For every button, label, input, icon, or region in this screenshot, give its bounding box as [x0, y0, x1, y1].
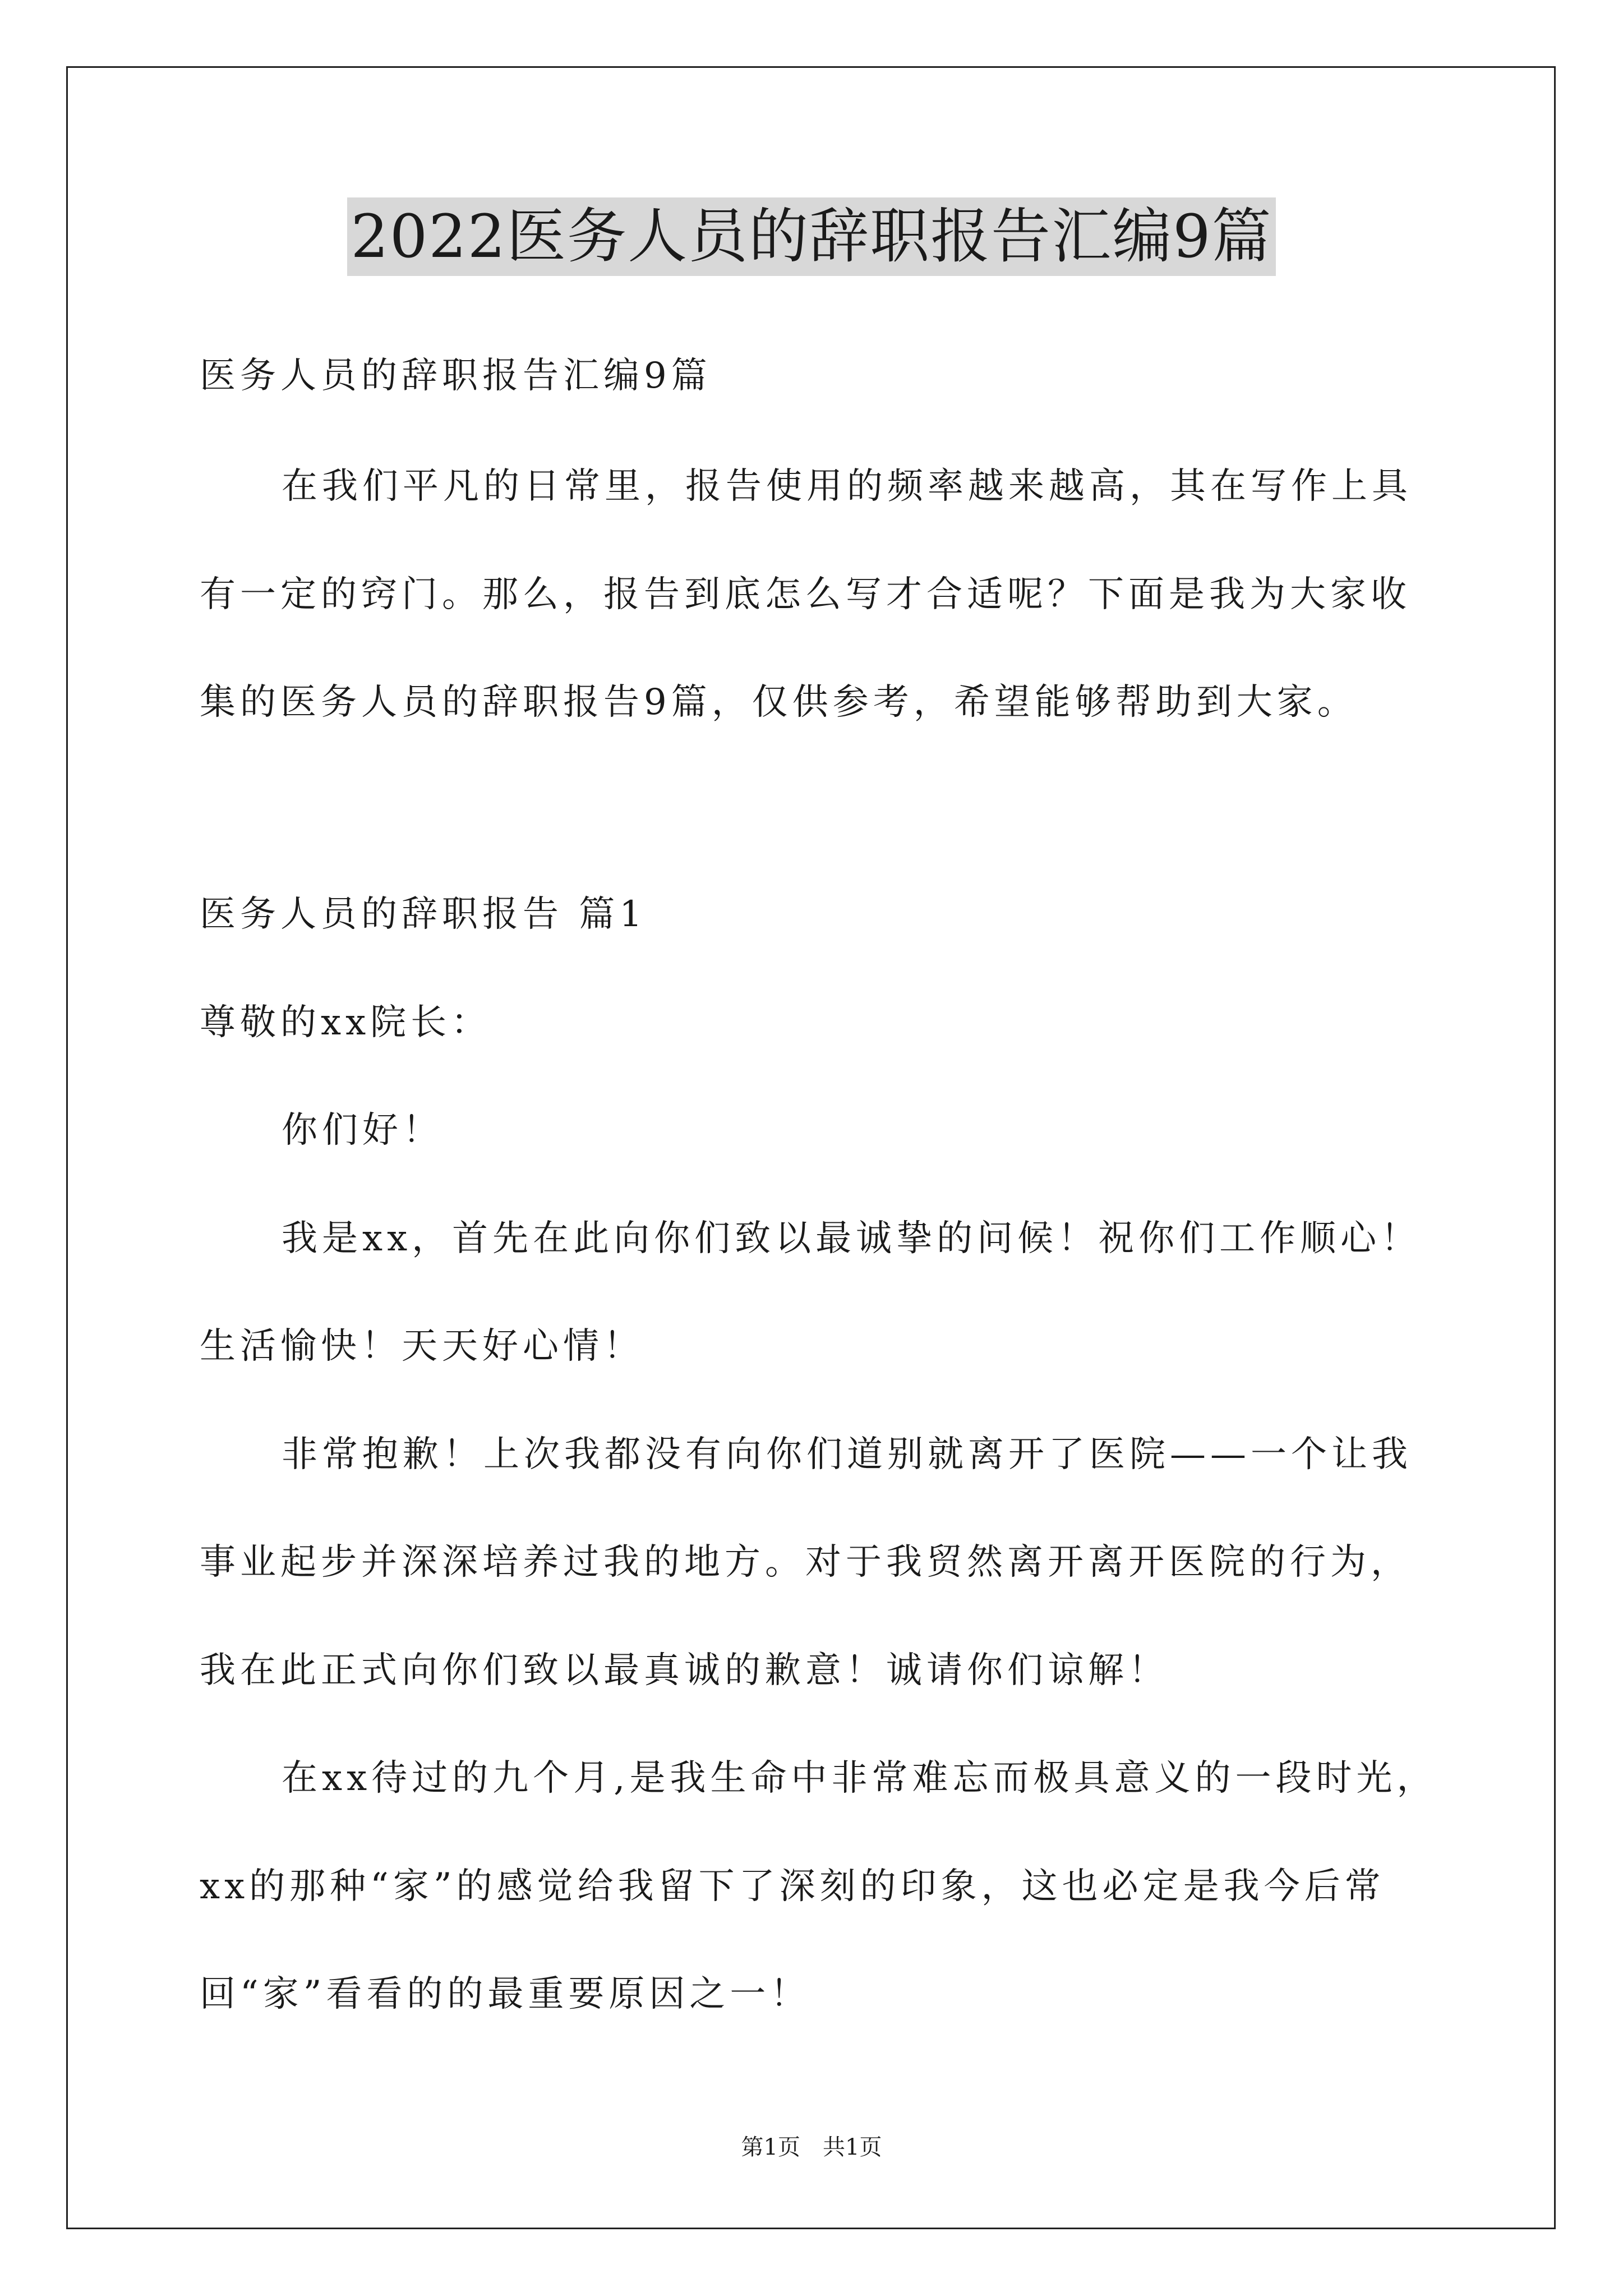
- page-footer: 第1页 共1页: [741, 2134, 882, 2160]
- paragraph-3-line-1: 在xx待过的九个月,是我生命中非常难忘而极具意义的一段时光，: [282, 1757, 1437, 1799]
- paragraph-3-line-2: xx的那种“家”的感觉给我留下了深刻的印象，这也必定是我今后常: [200, 1866, 1385, 1907]
- paragraph-2-line-3: 我在此正式向你们致以最真诚的歉意！诚请你们谅解！: [200, 1650, 1169, 1691]
- paragraph-1-line-2: 生活愉快！天天好心情！: [200, 1326, 644, 1367]
- document-title: [0, 197, 1623, 276]
- paragraph-1-line-1: 我是xx，首先在此向你们致以最诚挚的问候！祝你们工作顺心！: [282, 1218, 1422, 1259]
- intro-line-1: 在我们平凡的日常里，报告使用的频率越来越高，其在写作上具: [282, 466, 1412, 507]
- paragraph-3-line-3: 回“家”看看的的最重要原因之一！: [200, 1973, 811, 2015]
- paragraph-2-line-1: 非常抱歉！上次我都没有向你们道别就离开了医院——一个让我: [282, 1434, 1412, 1475]
- greeting: 你们好！: [282, 1110, 443, 1151]
- subtitle-line: 医务人员的辞职报告汇编9篇: [200, 355, 712, 397]
- section-heading: 医务人员的辞职报告 篇1: [200, 894, 647, 935]
- intro-line-3: 集的医务人员的辞职报告9篇，仅供参考，希望能够帮助到大家。: [200, 682, 1358, 723]
- paragraph-2-line-2: 事业起步并深深培养过我的地方。对于我贸然离开离开医院的行为，: [200, 1542, 1411, 1583]
- salutation: 尊敬的xx院长：: [200, 1002, 492, 1043]
- intro-line-2: 有一定的窍门。那么，报告到底怎么写才合适呢？下面是我为大家收: [200, 574, 1411, 615]
- document-title-text: 2022医务人员的辞职报告汇编9篇: [347, 197, 1275, 276]
